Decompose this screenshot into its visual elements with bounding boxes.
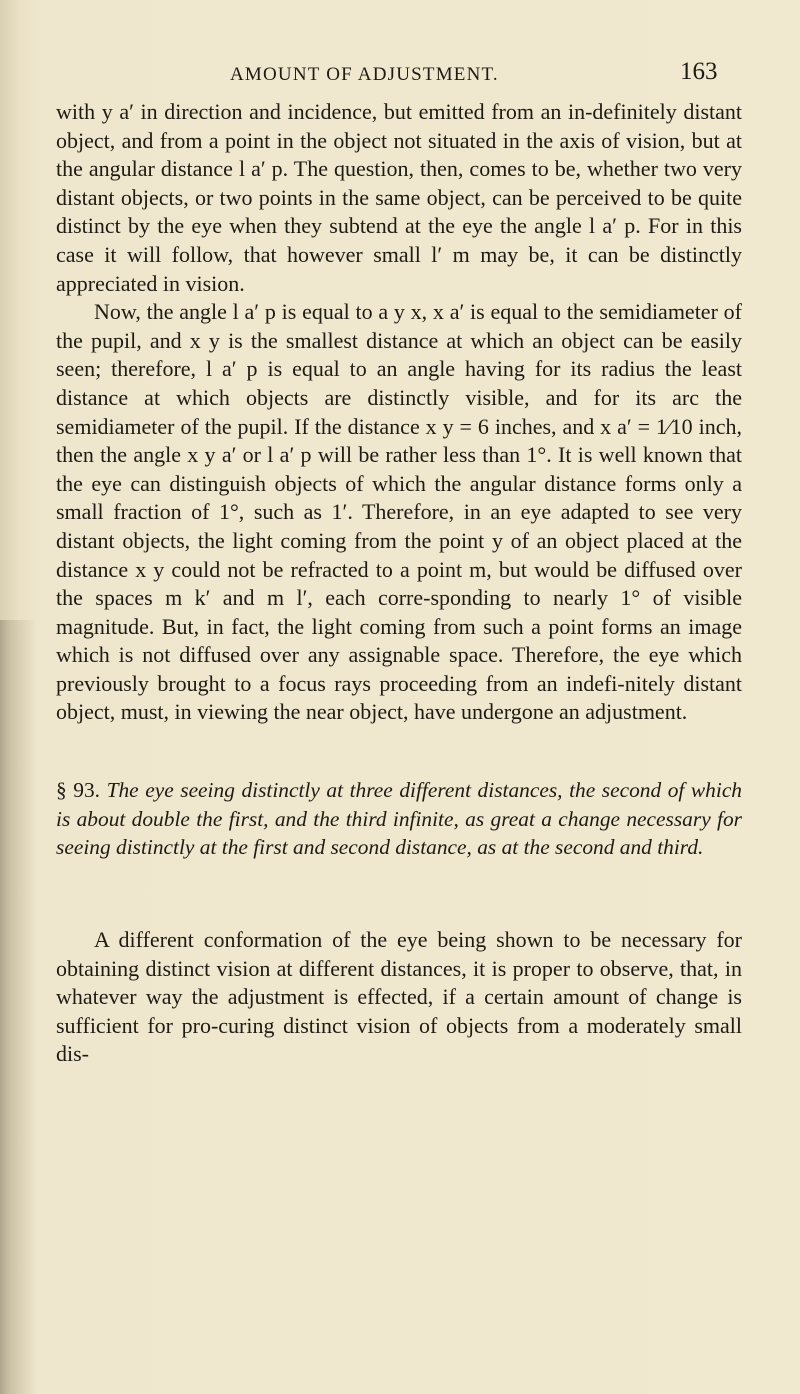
section-title: The eye seeing distinctly at three different distances, the second of which is about double the first, and the third infinite, as great a change necessary for seeing distinctly at the first and second distance, as at the second and third. xyxy=(56,778,743,860)
binding-shadow xyxy=(0,620,36,1394)
body-text xyxy=(56,98,742,727)
section-number: § 93. xyxy=(56,778,100,802)
page-number: 163 xyxy=(680,58,718,85)
body-text-continued xyxy=(56,904,742,1091)
running-head: AMOUNT OF ADJUSTMENT. xyxy=(230,64,499,85)
paragraph-2: Now, the angle l a′ p is equal to a y x, x a′ is equal to the semidiameter of the pupil, and x y is the smallest distance at which an object can be easily seen; therefore, l a′ p is equal to an angle having for its radius the least distance at which objects are distinctly visible, and for its arc the semidiameter of the pupil. If the distance x y = 6 inches, and x a′ = 1⁄10 inch, then the angle x y a′ or l a′ p will be rather less than 1°. It is well known that the eye can distinguish objects of which the angular distance forms only a small fraction of 1°, such as 1′. Therefore, in an eye adapted to see very distant objects, the light coming from the point y of an object placed at the distance x y could not be refracted to a point m, but would be diffused over the spaces m k′ and m l′, each corre-sponding to nearly 1° of visible magnitude. But, in fact, the light coming from such a point forms an image which is not diffused over any assignable space. Therefore, the eye which previously brought to a focus rays proceeding from an indefi-nitely distant object, must, in viewing the near object, have undergone an adjustment. xyxy=(56,299,742,725)
page-header xyxy=(0,58,800,92)
section-heading xyxy=(56,776,742,862)
paragraph-3: A different conformation of the eye being shown to be necessary for obtaining distinct vision at different distances, it is proper to observe, that, in whatever way the adjustment is effected, if a certain amount of change is sufficient for pro-curing distinct vision of objects from a moderately small dis- xyxy=(56,927,742,1067)
paragraph-1: with y a′ in direction and incidence, but emitted from an in-definitely distant object, and from a point in the object not situated in the axis of vision, but at the angular distance l a′ p. The question, then, comes to be, whether two very distant objects, or two points in the same object, can be perceived to be quite distinct by the eye when they subtend at the eye the angle l a′ p. For in this case it will follow, that however small l′ m may be, it can be distinctly appreciated in vision. xyxy=(56,99,742,296)
